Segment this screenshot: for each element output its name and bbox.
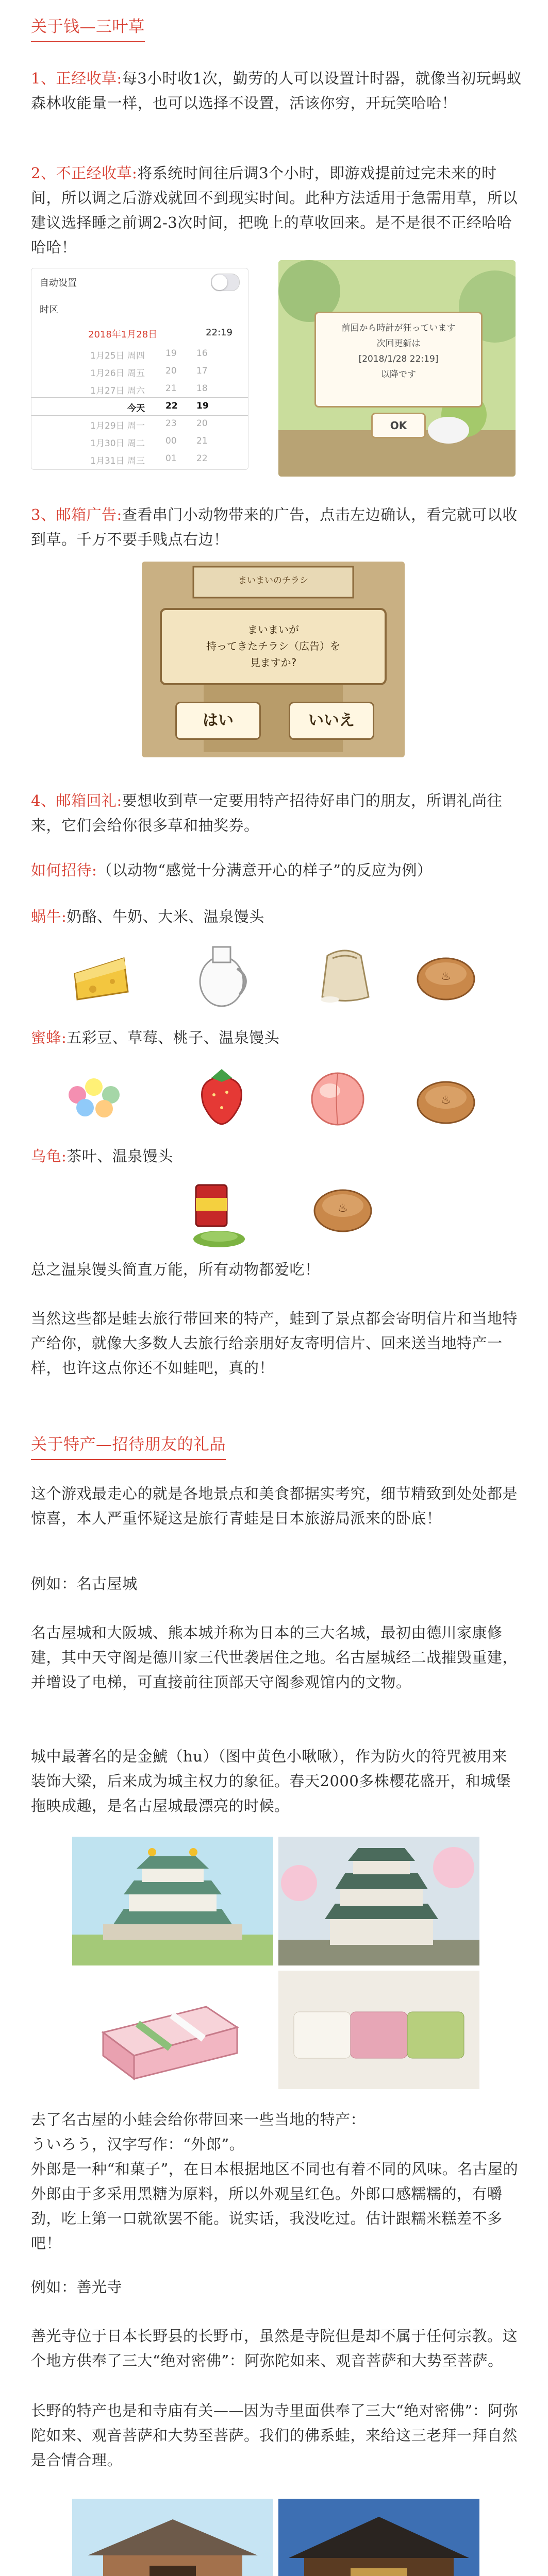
section-label: 1、正经收草: bbox=[31, 70, 122, 87]
warning-line4: 以降です bbox=[381, 369, 416, 380]
section-label: 2、不正经收草: bbox=[31, 164, 138, 182]
section-time-trick bbox=[31, 161, 522, 260]
section2-title: 关于特产—招待朋友的礼品 bbox=[31, 1432, 522, 1460]
date-picker-wheel[interactable] bbox=[31, 345, 248, 469]
ad-question-line1: まいまいが bbox=[247, 623, 299, 636]
section-text: 每3小时收1次，勤劳的人可以设置计时器，就像当初玩蚂蚁森林收能量一样，也可以选择不设置，活该你穷，开玩笑哈哈！ bbox=[31, 70, 522, 112]
auto-set-label: 自动设置 bbox=[40, 278, 77, 289]
ad-dialog-screenshot bbox=[142, 562, 405, 757]
warning-line1: 前回から時計が狂っています bbox=[341, 323, 456, 333]
uiro-description: 外郎是一种“和菓子”，在日本根据地区不同也有着不同的风味。名古屋的外郎由于多采用黑糖为原料，所以外观呈红色。外郎口感糯糯的，有嚼劲，吃上第一口就欲罢不能。说实话，我没吃过。估计跟糯米糕差不多吧！ bbox=[31, 2160, 519, 2252]
ok-button[interactable]: OK bbox=[371, 413, 426, 438]
strawberry-icon bbox=[191, 1061, 258, 1128]
picker-row[interactable]: 1月25日 周四 19 16 bbox=[90, 348, 208, 361]
date-settings-screenshot bbox=[31, 268, 248, 470]
section-mail-gifts bbox=[31, 788, 522, 838]
milk-icon bbox=[188, 938, 255, 1005]
yes-button[interactable]: はい bbox=[175, 702, 261, 740]
intro-paragraph: 这个游戏最走心的就是各地景点和美食都据实考究，细节精致到处处都是惊喜，本人严重怀疑这是旅行青蛙是日本旅游局派来的卧底！ bbox=[31, 1485, 518, 1527]
zenkoji-paragraph-1: 善光寺位于日本长野县的长野市，虽然是寺院但是却不属于任何宗教。这个地方供奉了三大“绝对密佛”：阿弥陀如来、观音菩萨和大势至菩萨。 bbox=[31, 2327, 518, 2369]
svg-text:♨: ♨ bbox=[441, 1094, 451, 1107]
ad-question-line3: 見ますか? bbox=[250, 656, 297, 669]
svg-text:♨: ♨ bbox=[338, 1202, 348, 1215]
warning-line3: [2018/1/28 22:19] bbox=[358, 354, 439, 364]
travel-paragraph: 当然这些都是蛙去旅行带回来的特产，蛙到了景点都会寄明信片和当地特产给你，就像大多数人去旅行给亲朋好友寄明信片、回来送当地特产一样，也许这点你还不如蛙吧，真的！ bbox=[31, 1310, 518, 1377]
picker-row[interactable]: 1月30日 周二 00 21 bbox=[90, 436, 208, 449]
uiro-photo bbox=[278, 1971, 479, 2089]
nagoya-castle-photo bbox=[278, 1837, 479, 1965]
nagoya-paragraph-1: 名古屋城和大阪城、熊本城并称为日本的三大名城，最初由德川家康修建，其中天守阁是德川家三代世袭居住之地。名古屋城经二战摧毁重建，并增设了电梯，可直接前往顶部天守阁参观馆内的文物。 bbox=[31, 1624, 518, 1691]
section-text: 将系统时间往后调3个小时，即游戏提前过完未来的时间，所以调之后游戏就回不到现实时间。此种方法适用于急需用草，所以建议选择睡之前调2-3次时间，把晚上的草收回来。是不是很不正经哈哈哈哈！ bbox=[31, 164, 518, 256]
section-label: 4、邮箱回礼: bbox=[31, 792, 122, 809]
uiro-illustration bbox=[72, 1971, 273, 2089]
timezone-label: 时区 bbox=[40, 304, 58, 315]
zenkoji-photo bbox=[278, 2499, 479, 2576]
warning-line2: 次回更新は bbox=[376, 338, 421, 349]
section-text: 查看串门小动物带来的广告，点击左边确认，看完就可以收到草。千万不要手贱点右边！ bbox=[31, 506, 518, 548]
ad-question-line2: 持ってきたチラシ（広告）を bbox=[206, 640, 340, 652]
picker-row[interactable]: 1月26日 周五 20 17 bbox=[90, 366, 208, 379]
page-title: 关于钱—三叶草 bbox=[31, 14, 522, 42]
picker-row[interactable]: 今天 22 19 bbox=[127, 401, 209, 414]
summary-text: 总之温泉馒头简直万能，所有动物都爱吃！ bbox=[31, 1261, 320, 1278]
snail-foods: 奶酪、牛奶、大米、温泉馒头 bbox=[67, 908, 264, 925]
auto-set-toggle[interactable] bbox=[211, 274, 240, 291]
cheese-icon bbox=[67, 943, 134, 1010]
section-label: 3、邮箱广告: bbox=[31, 506, 122, 523]
colored-beans-icon bbox=[62, 1066, 129, 1133]
snail-label: 蜗牛: bbox=[31, 908, 67, 925]
nagoya-souvenir-intro: 去了名古屋的小蛙会给你带回来一些当地的特产： bbox=[31, 2111, 366, 2128]
section-mail-ads bbox=[31, 502, 522, 552]
bee-line bbox=[31, 1025, 522, 1050]
turtle-foods: 茶叶、温泉馒头 bbox=[67, 1147, 173, 1165]
nagoya-castle-illustration bbox=[72, 1837, 273, 1965]
section-text: 要想收到草一定要用特产招待好串门的朋友，所谓礼尚往来，它们会给你很多草和抽奖券。 bbox=[31, 792, 503, 834]
picker-row[interactable]: 1月31日 周三 01 22 bbox=[90, 453, 208, 466]
warning-dialog bbox=[314, 312, 483, 408]
zenkoji-illustration bbox=[72, 2499, 273, 2576]
rice-sack-icon bbox=[309, 940, 376, 1007]
flyer-banner: まいまいのチラシ bbox=[238, 575, 308, 586]
svg-text:♨: ♨ bbox=[441, 970, 451, 983]
peach-icon bbox=[304, 1064, 371, 1131]
howto-label: 如何招待: bbox=[31, 861, 97, 879]
onsen-manju-icon bbox=[412, 948, 479, 1015]
snail-line bbox=[31, 904, 522, 929]
picker-row[interactable]: 1月27日 周六 21 18 bbox=[90, 383, 208, 396]
picker-row[interactable]: 1月29日 周一 23 20 bbox=[90, 418, 208, 431]
no-button[interactable]: いいえ bbox=[289, 702, 374, 740]
howto-line bbox=[31, 858, 522, 883]
nagoya-paragraph-2: 城中最著名的是金鯱（hu）（图中黄色小啾啾），作为防火的符咒被用来装饰大梁，后来成为城主权力的象征。春天2000多株樱花盛开，和城堡拖映成趣，是名古屋城最漂亮的时候。 bbox=[31, 1748, 511, 1815]
zenkoji-paragraph-2: 长野的特产也是和寺庙有关——因为寺里面供奉了三大“绝对密佛”：阿弥陀如来、观音菩萨和大势至菩萨。我们的佛系蛙，来给这三老拜一拜自然是合情合理。 bbox=[31, 2402, 519, 2469]
turtle-label: 乌龟: bbox=[31, 1147, 67, 1165]
date-header: 2018年1月28日 bbox=[88, 329, 158, 340]
howto-text: （以动物“感觉十分满意开心的样子”的反应为例） bbox=[97, 861, 433, 879]
uiro-kanji: ういろう，汉字写作：“外郎”。 bbox=[31, 2136, 245, 2153]
bee-label: 蜜蜂: bbox=[31, 1029, 67, 1046]
game-clock-warning-screenshot bbox=[278, 260, 516, 477]
time-header: 22:19 bbox=[206, 327, 233, 338]
example-zenkoji-heading: 例如：善光寺 bbox=[31, 2278, 123, 2296]
onsen-manju-icon bbox=[309, 1180, 376, 1247]
tea-icon bbox=[180, 1180, 247, 1247]
example-nagoya-heading: 例如：名古屋城 bbox=[31, 1575, 138, 1592]
section-regular-harvest bbox=[31, 66, 522, 115]
turtle-line bbox=[31, 1144, 522, 1168]
onsen-manju-icon bbox=[412, 1072, 479, 1139]
ad-question-dialog bbox=[160, 608, 387, 685]
bee-foods: 五彩豆、草莓、桃子、温泉馒头 bbox=[67, 1029, 280, 1046]
